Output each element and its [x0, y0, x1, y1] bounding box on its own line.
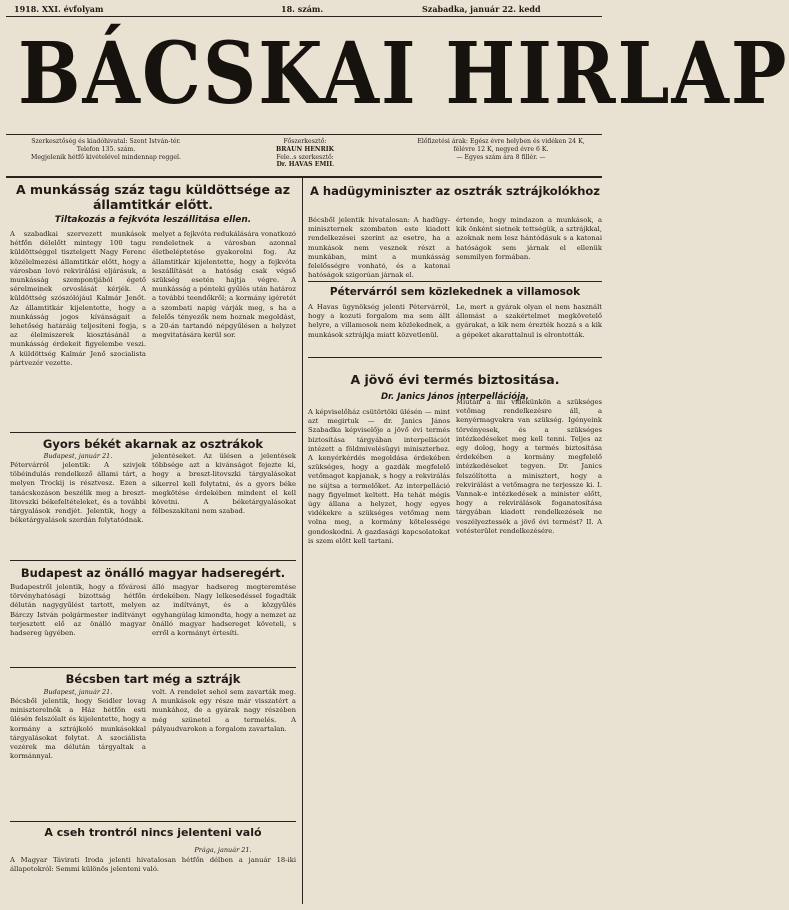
body-a4-col1: Bécsből jelentik, hogy Seidler lovag miniszterelnök a Ház hétfőn esti ülésén felszólalt és kijelentette, hogy a kormány a sztrájkoló munkásokkal tárgyalásokat folytat. A szociálista vezérek ma délután tárgyaltak a kormánnyal.: [10, 697, 146, 761]
office-address: Szerkesztőség és kiadóhivatal: Szent István-tér.: [31, 138, 181, 145]
responsible-editor-name: Dr. HAVAS EMIL: [276, 161, 334, 169]
divider: [308, 281, 602, 282]
body-a7-col2: Le, mert a gyárak olyan el nem használt állomást a szakértelmet megkövetelő gyárakat, a kik nem érezték hozzá s a kik a gépeket akarattalnul is elrontották.: [456, 303, 602, 339]
body-a1-col2: melyet a fejkvóta redukálására vonatkozó rendeletnek a városban azonnal életbeléptetése gyakorolni fog. Az államtitkár kijelentette, hogy a fejkvóta leszállítását a hatóság csak végső szükség esetén hajtja végre. A munkásság a pénteki gyűlés után határoz a további teendőkről; a kormány igéretét a szombati napig várják meg, s ha a felelős tényezők nem hoznak megoldást, a 20-án tartandó népgyűlésen a helyzet megvitatására kerül sor.: [152, 230, 296, 340]
divider: [6, 134, 602, 135]
headline-a2: Gyors békét akarnak az osztrákok: [42, 437, 264, 451]
editor-name: BRAUN HENRIK: [275, 145, 334, 153]
divider: [6, 16, 602, 17]
column-divider: [302, 178, 303, 904]
body-a2-col1: Pétervárról jelentik: A szivjek töbéindulás rendelkező állami tárt, a melyen Trockij is résztvesz. Ezen a tanácskozáson beszélik meg a breszt-litovszki békefeltételeket, és a további tárgyalások rendjét. Jelentik, hogy a béketárgyalások szerdán folytatódnak.: [10, 461, 146, 525]
single-copy-price: — Egyes szám ára 8 fillér. —: [456, 153, 546, 161]
body-a1-col1: A szabadkai szervezett munkások hétfőn délelőtt mintegy 100 tagu küldöttséggel tisztelgett Nagy Ferenc közélelmezési államtitkár előtt, hogy a városban lovó rekvirálási eljárásuk, a munkásság szempontjából égető sérelmeinek orvoslását kérjék. A küldöttség szószólójául Kalmár Jenőt. Az államtitkár kijelentette, hogy a munkásság jogos kívánságait a lehetőség határáig teljesíteni fogja, s az élelmiszerek kiosztásánál a munkásság érdekeit figyelembe veszi. A küldöttség Kalmár Jenő szocialista pártvezér vezette.: [10, 230, 146, 367]
date-place: Szabadka, január 22. kedd: [422, 4, 541, 14]
headline-a5: A cseh trontról nincs jelenteni való: [44, 826, 262, 839]
headline-a7: Pétervárról sem közlekednek a villamosok: [329, 286, 581, 298]
divider: [10, 667, 296, 668]
dateline-a4: Budapest, január 21.: [43, 688, 113, 696]
body-a8-col1: A képviselőház csütörtöki ülésén — mint azt megirtuk — dr. Janics János Szabadka képviselője a jövő évi termés biztosítása tárgyában interpellációt intézett a földmivelésügyi miniszterhez. A kenyérkérdés megoldása érdekében szükséges, hogy a gazdák megfelelő vetőmagot kapjanak, s hogy a rekvirálás ne sújtsa a termelőket. Az interpelláció nagy figyelmet keltett. Ha tehát mégis úgy állana a helyzet, hogy egyes vidékekre a szükséges vetőmag nem volna meg, a kormány kötelessége gondoskodni. A gazdasági kapcsolatokat is szem előtt kell tartani.: [308, 408, 450, 545]
divider: [10, 560, 296, 561]
issue-number: 18. szám.: [281, 4, 324, 14]
headline-a6: A hadügyminiszter az osztrák sztrájkolókhoz: [310, 184, 600, 198]
publication-note: Megjelenik hétfő kivételével mindennap reggel.: [31, 153, 181, 161]
telephone: Telefon 135. szám.: [76, 145, 136, 153]
headline-a8: A jövő évi termés biztositása.: [350, 372, 560, 387]
editor-label: Főszerkesztő:: [283, 138, 327, 145]
masthead-info-right: [400, 138, 602, 161]
masthead-info-left: [6, 138, 206, 161]
body-a5: A Magyar Távirati Iroda jelenti hivatalosan hétfőn délben a január 18-iki állapotokról: Semmi különös jelenteni való.: [10, 856, 296, 874]
divider: [6, 176, 602, 178]
body-a4-col2: volt. A rendelet sehol sem zavarták meg. A munkások egy része már visszatért a munkához, de a gyárak nagy részében még szünetel a termelés. A pályaudvarokon a forgalom zavartalan.: [152, 688, 296, 733]
body-a2-col2: jelentéseket. Az ülésen a jelentések többsége azt a kivánságot fejezte ki, hogy a breszt-litovszki tárgyalásokat sikerrel kell folytatni, és a gyors béke megkötése érdekében mindent el kell követni. A béketárgyalásokat félbeszakítani nem szabad.: [152, 452, 296, 516]
masthead-title: BÁCSKAI HIRLAP: [18, 24, 789, 124]
responsible-editor-label: Fele..s szerkesztő:: [276, 153, 334, 161]
body-a7-col1: A Havas ügynökség jelenti Pétervárról, hogy a kozuti forgalom ma sem állt helyre, a villamosok nem közlekednek, a munkások sztrájkja miatt közvetlenül.: [308, 303, 450, 339]
body-a6-col2: értende, hogy mindazon a munkások, a kik önként sietnek tettségük, a sztrájkkal, azoknak nem lesz hántódásuk s a katonai hatóságok sem járnak el ellenük semmilyen formában.: [456, 216, 602, 261]
dateline: [6, 2, 602, 16]
dateline-a5: Prága, január 21.: [194, 846, 252, 854]
subscription-prices-cont: félévre 12 K, negyed évre 6 K.: [453, 145, 549, 153]
body-a3-col1: Budapestről jelentik, hogy a fővárosi törvényhatósági bizottság hétfőn délután nagygyűlést tartott, melyen Bárczy István polgármester indítványt terjesztett elő az önálló magyar hadsereg ügyében.: [10, 583, 146, 638]
volume-number: 1918. XXI. évfolyam: [14, 4, 104, 14]
headline-a1: A munkásság száz tagu küldöttsége az államtitkár előtt.: [16, 182, 290, 212]
body-a8-col2: Miután a mi vidékünkön a szükséges vetőmag rendelkezésre áll, a kenyérmagvakra van szükség. Igényeink törvényesek, és a szükséges intézkedéseket meg kell tenni. Teljes az egy dolog, hogy a termés biztosítása érdekében a kormány megfelelő intézkedéseket tegyen. Dr. Janics felszólította a minisztert, hogy a rekvirálást a vetőmagra ne terjessze ki. I. Vannak-e intézkedések a minister előtt, hogy a rekvirálások foganatosítása tárgyában kiadott rendelkezések ne veszélyeztessék a jövő évi termést? II. A vetésterület rendelkezésére.: [456, 398, 602, 535]
subhead-a8: Dr. Janics János interpellációja.: [380, 392, 530, 402]
masthead-info-center: [230, 138, 380, 169]
subhead-a1: Tiltakozás a fejkvóta leszállitása ellen.: [54, 215, 252, 225]
divider: [308, 357, 602, 358]
subscription-prices: Előfizetési árak: Egész évre helyben és vidéken 24 K,: [417, 138, 585, 145]
headline-a3: Budapest az önálló magyar hadseregért.: [20, 566, 286, 580]
divider: [10, 432, 296, 433]
headline-a4: Bécsben tart még a sztrájk: [65, 672, 241, 686]
body-a6-col1: Bécsből jelentik hivatalosan: A hadügy-miniszternek szombaton este kiadott rendelkezései szerint az esetre, ha a munkások nem vesznek részt a munkában, mint a munkásság felelősségre vonható, és a katonai hatóságok szigorúan járnak el.: [308, 216, 450, 280]
body-a3-col2: álló magyar hadsereg megteremtése érdekében. Nagy lelkesedéssel fogadták az indítványt, és a közgyűlés egyhangúlag kimondta, hogy a nemzet az önálló magyar hadsereget követeli, s erről a kormányt értesíti.: [152, 583, 296, 638]
divider: [10, 821, 296, 822]
dateline-a2: Budapest, január 21.: [43, 452, 113, 460]
